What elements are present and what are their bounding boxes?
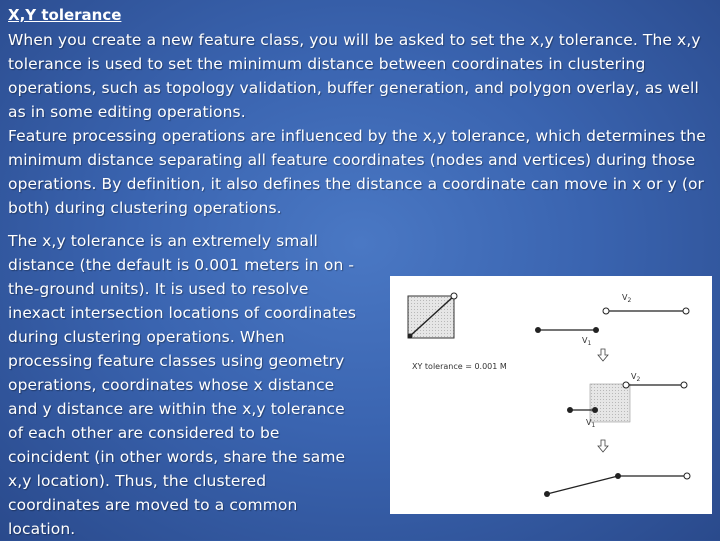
- label-v2-top: $V_2$: [622, 293, 632, 304]
- tolerance-square: [408, 293, 458, 339]
- paragraph-processing: Feature processing operations are influenced by the x,y tolerance, which determines the minimum distance separating all feature coordinates (nodes and vertices) during those operations. By definition, it also defines the distance a coordinate can move in x or y (or both) during clustering operations.: [8, 127, 706, 217]
- down-arrow-icon: [598, 349, 608, 361]
- lines-before: [535, 308, 689, 333]
- paragraph-default-tolerance: The x,y tolerance is an extremely small distance (the default is 0.001 meters in on -the-ground units). It is used to resolve inexact intersection locations of coordinates during clustering operations. When processing feature classes using geometry operations, coordinates whose x distance and y distance are within the x,y tolerance of each other are considered to be coincident (in other words, share the same x,y location). Thus, the clustered coordinates are moved to a common location.: [8, 232, 357, 538]
- lines-within-tolerance: [567, 382, 687, 422]
- lines-clustered: [544, 473, 690, 497]
- label-v1-mid: $V_1$: [586, 418, 596, 429]
- label-v1-top: $V_1$: [582, 336, 592, 347]
- label-v2-mid: $V_2$: [631, 372, 641, 383]
- tolerance-diagram: [390, 276, 712, 514]
- slide-title: X,Y tolerance: [8, 6, 122, 24]
- down-arrow-icon: [598, 440, 608, 452]
- paragraph-intro: When you create a new feature class, you will be asked to set the x,y tolerance. The x,y tolerance is used to set the minimum distance between coordinates in clustering operations, such as topology validation, buffer generation, and polygon overlay, as well as in some editing operations.: [8, 31, 701, 121]
- tolerance-label: XY tolerance = 0.001 M: [412, 362, 507, 371]
